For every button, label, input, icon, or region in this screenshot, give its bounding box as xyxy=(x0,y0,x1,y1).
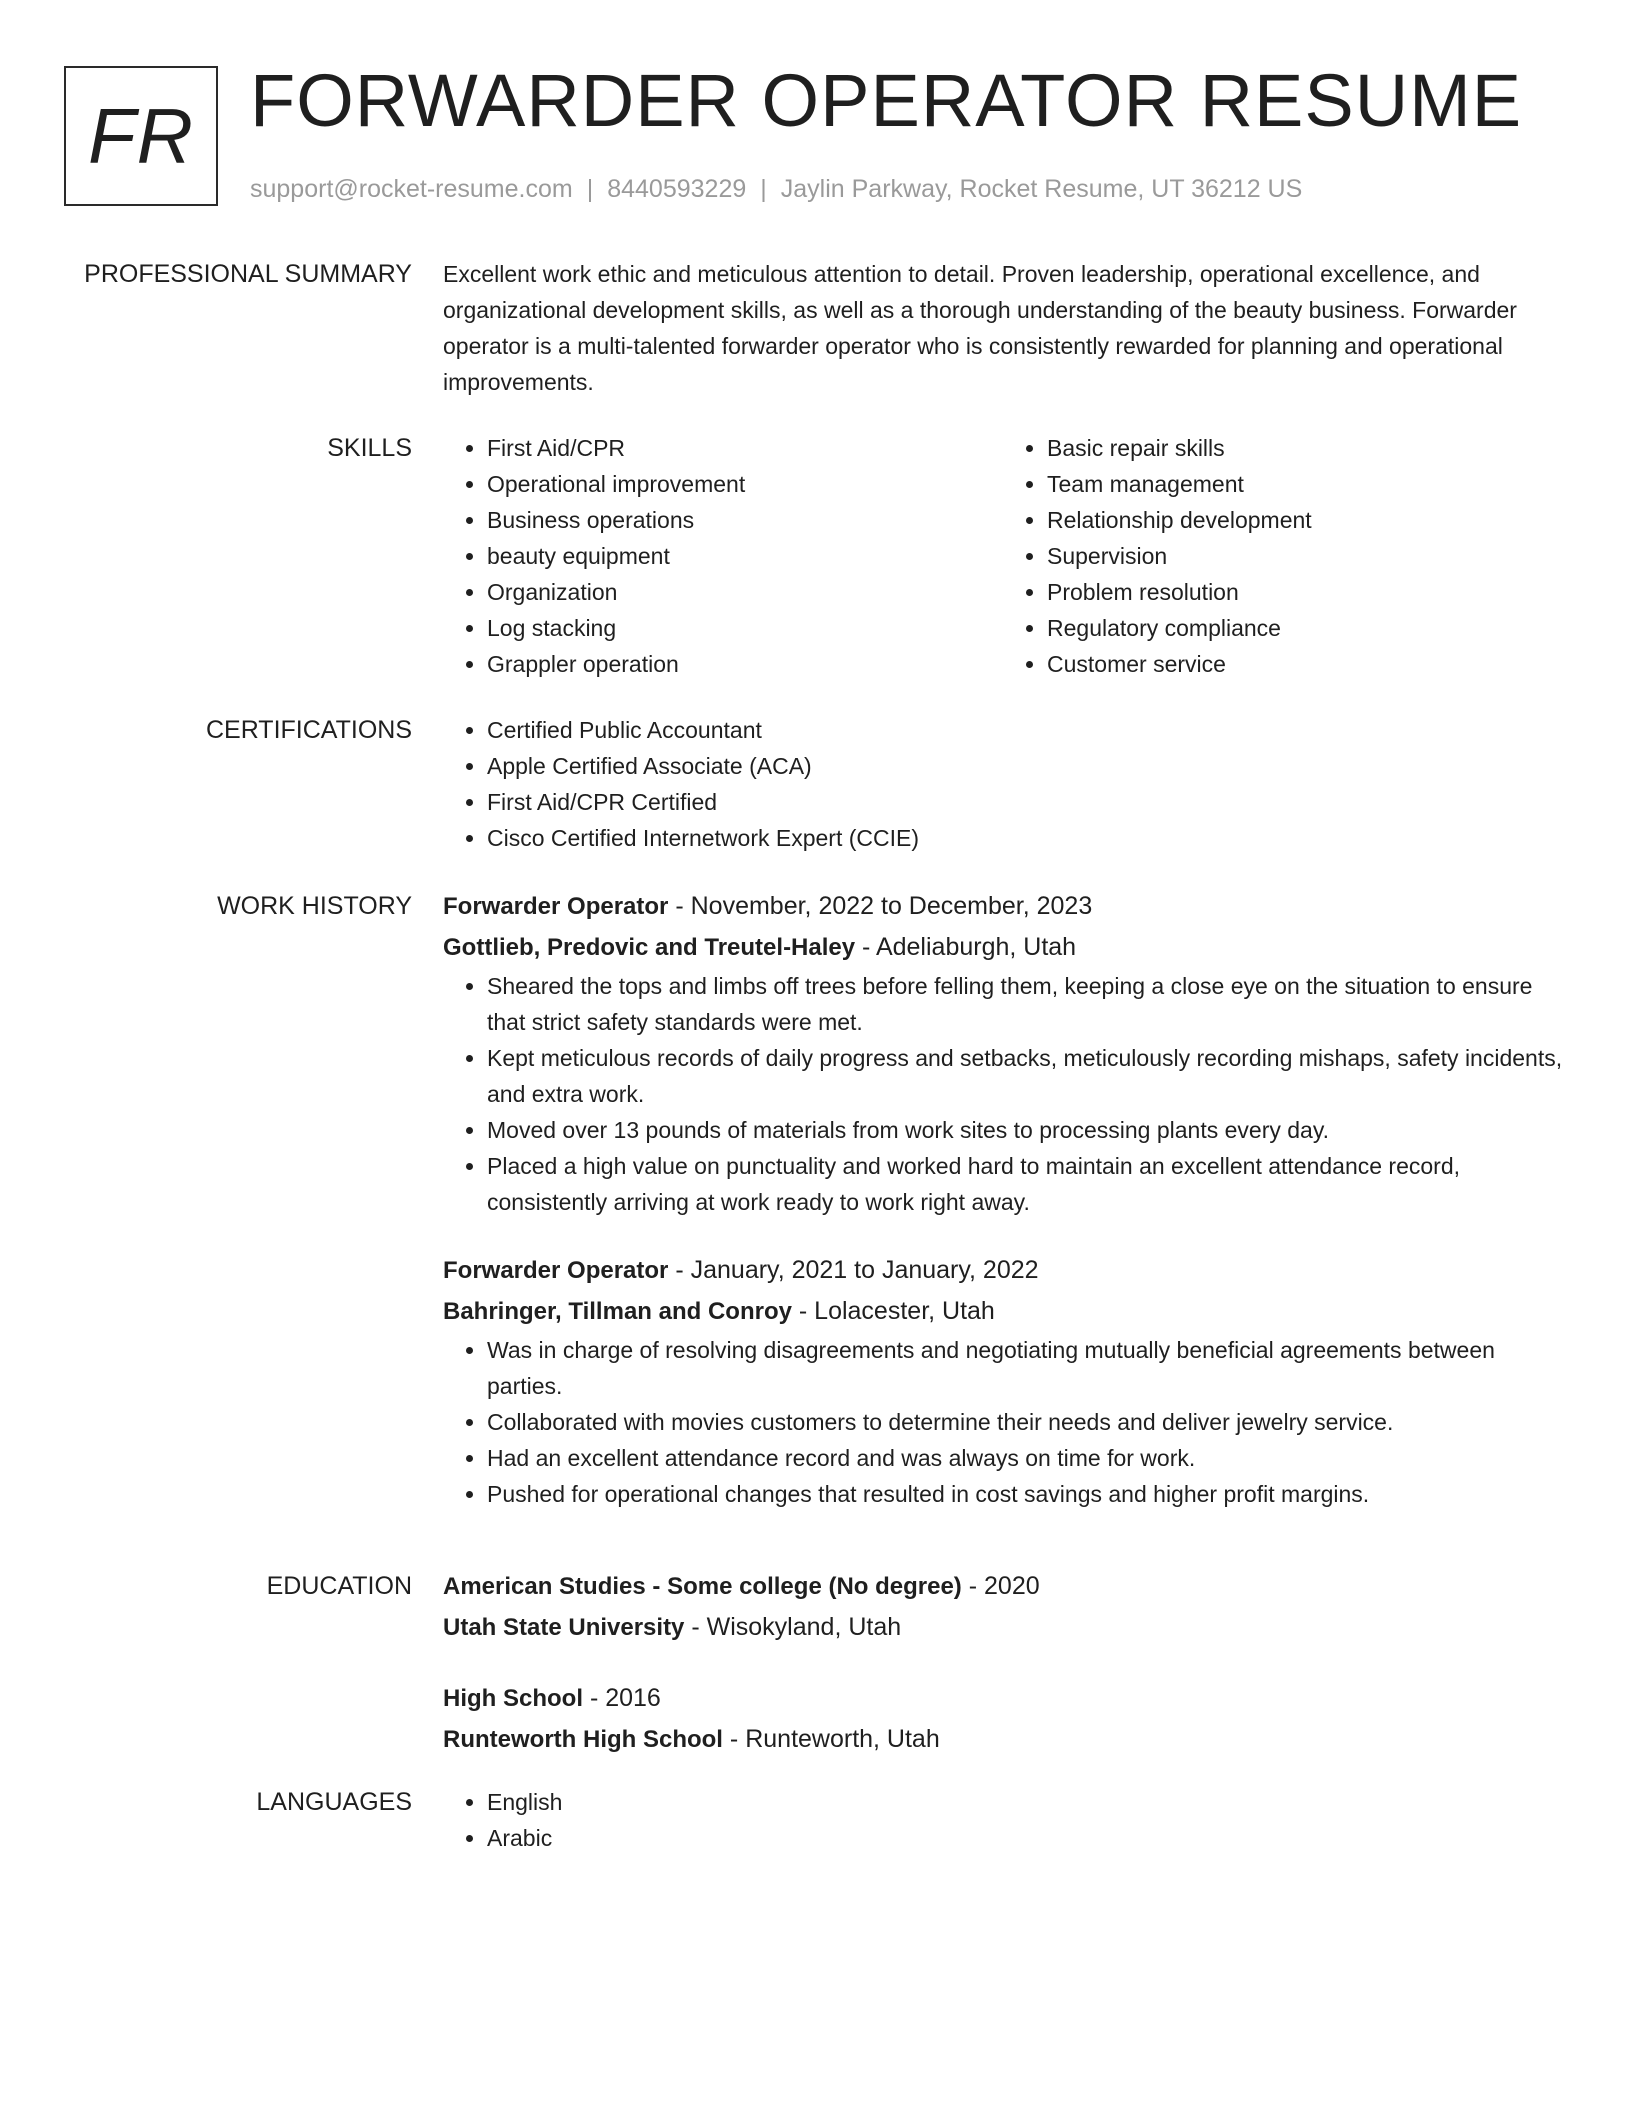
education-degree-line xyxy=(443,1678,1563,1719)
summary-text: Excellent work ethic and meticulous attention to detail. Proven leadership, operational excellence, and organizational development skills, as well as a thorough understanding of the beauty business. Forwarder operator is a multi-talented forwarder operator who is consistently rewarded for planning and operational improvements. xyxy=(443,261,1517,395)
job-company-line xyxy=(443,927,1563,968)
monogram-box: FR xyxy=(64,66,218,206)
job-entry xyxy=(443,1250,1563,1512)
contact-phone[interactable]: 8440593229 xyxy=(607,175,747,203)
education-entry xyxy=(443,1678,1563,1760)
skills-list-left xyxy=(443,430,1003,682)
resume-title: FORWARDER OPERATOR RESUME xyxy=(250,59,1523,142)
education-location: - Runteworth, Utah xyxy=(722,1725,940,1753)
certifications-body xyxy=(443,712,1563,856)
skills-list-right xyxy=(1003,430,1563,682)
certification-item: • Cisco Certified Internetwork Expert (CCIE) xyxy=(487,820,1563,856)
skill-item: • Operational improvement xyxy=(487,466,1003,502)
skill-item: • Log stacking xyxy=(487,610,1003,646)
section-label-work-history: WORK HISTORY xyxy=(217,892,412,920)
skill-item: • Supervision xyxy=(1047,538,1563,574)
contact-separator: | xyxy=(760,175,767,203)
job-duty: • Kept meticulous records of daily progress and setbacks, meticulously recording mishaps, safety incidents, and extra work. xyxy=(487,1040,1563,1112)
languages-body xyxy=(443,1784,1563,1856)
job-duty: • Sheared the tops and limbs off trees before felling them, keeping a close eye on the situation to ensure that strict safety standards were met. xyxy=(487,968,1563,1040)
skill-item: • Grappler operation xyxy=(487,646,1003,682)
job-title: Forwarder Operator xyxy=(443,893,669,920)
section-label-education: EDUCATION xyxy=(266,1572,412,1600)
languages-list xyxy=(443,1784,1563,1856)
job-title-line xyxy=(443,886,1563,927)
section-label-summary: PROFESSIONAL SUMMARY xyxy=(84,260,412,288)
skill-item: • Customer service xyxy=(1047,646,1563,682)
job-duties-list xyxy=(443,1332,1563,1512)
job-duty: • Pushed for operational changes that resulted in cost savings and higher profit margins. xyxy=(487,1476,1563,1512)
education-school: Utah State University xyxy=(443,1614,685,1641)
job-company: Gottlieb, Predovic and Treutel-Haley xyxy=(443,934,856,961)
job-duty: • Collaborated with movies customers to determine their needs and deliver jewelry service. xyxy=(487,1404,1563,1440)
education-school-line xyxy=(443,1607,1563,1648)
job-duty: • Moved over 13 pounds of materials from work sites to processing plants every day. xyxy=(487,1112,1563,1148)
contact-email[interactable]: support@rocket-resume.com xyxy=(250,175,573,203)
skill-item: • Problem resolution xyxy=(1047,574,1563,610)
job-company-line xyxy=(443,1291,1563,1332)
skill-item: • First Aid/CPR xyxy=(487,430,1003,466)
job-title-line xyxy=(443,1250,1563,1291)
skill-item: • Organization xyxy=(487,574,1003,610)
job-dates: - November, 2022 to December, 2023 xyxy=(668,892,1093,920)
certifications-list xyxy=(443,712,1563,856)
education-location: - Wisokyland, Utah xyxy=(684,1613,902,1641)
certification-item: • First Aid/CPR Certified xyxy=(487,784,1563,820)
contact-separator: | xyxy=(586,175,594,203)
certification-item: • Apple Certified Associate (ACA) xyxy=(487,748,1563,784)
job-company: Bahringer, Tillman and Conroy xyxy=(443,1298,792,1325)
job-entry xyxy=(443,886,1563,1220)
work-history-body xyxy=(443,886,1563,1512)
education-school-line xyxy=(443,1719,1563,1760)
job-duty: • Was in charge of resolving disagreements and negotiating mutually beneficial agreements between parties. xyxy=(487,1332,1563,1404)
skill-item: • Business operations xyxy=(487,502,1003,538)
contact-address: Jaylin Parkway, Rocket Resume, UT 36212 US xyxy=(780,175,1303,203)
language-item: • Arabic xyxy=(487,1820,1563,1856)
education-entry xyxy=(443,1566,1563,1648)
education-degree: American Studies - Some college (No degree) xyxy=(443,1573,962,1600)
education-degree-line xyxy=(443,1566,1563,1607)
contact-line xyxy=(250,172,1302,206)
certification-item: • Certified Public Accountant xyxy=(487,712,1563,748)
language-item: • English xyxy=(487,1784,1563,1820)
skill-item: • Team management xyxy=(1047,466,1563,502)
education-year: - 2016 xyxy=(583,1684,661,1712)
job-dates: - January, 2021 to January, 2022 xyxy=(668,1256,1039,1284)
skill-item: • Regulatory compliance xyxy=(1047,610,1563,646)
job-title: Forwarder Operator xyxy=(443,1257,669,1284)
job-location: - Lolacester, Utah xyxy=(791,1297,995,1325)
job-location: - Adeliaburgh, Utah xyxy=(855,933,1077,961)
skill-item: • beauty equipment xyxy=(487,538,1003,574)
job-duties-list xyxy=(443,968,1563,1220)
summary-body xyxy=(443,256,1563,400)
section-label-skills: SKILLS xyxy=(327,434,412,462)
job-duty: • Had an excellent attendance record and was always on time for work. xyxy=(487,1440,1563,1476)
education-degree: High School xyxy=(443,1685,583,1712)
section-label-languages: LANGUAGES xyxy=(256,1788,412,1816)
skill-item: • Relationship development xyxy=(1047,502,1563,538)
job-duty: • Placed a high value on punctuality and worked hard to maintain an excellent attendance record, consistently arriving at work ready to work right away. xyxy=(487,1148,1563,1220)
section-label-certifications: CERTIFICATIONS xyxy=(205,716,412,744)
skills-body xyxy=(443,430,1563,682)
education-school: Runteworth High School xyxy=(443,1726,723,1753)
skill-item: • Basic repair skills xyxy=(1047,430,1563,466)
education-year: - 2020 xyxy=(961,1572,1040,1600)
education-body xyxy=(443,1566,1563,1760)
